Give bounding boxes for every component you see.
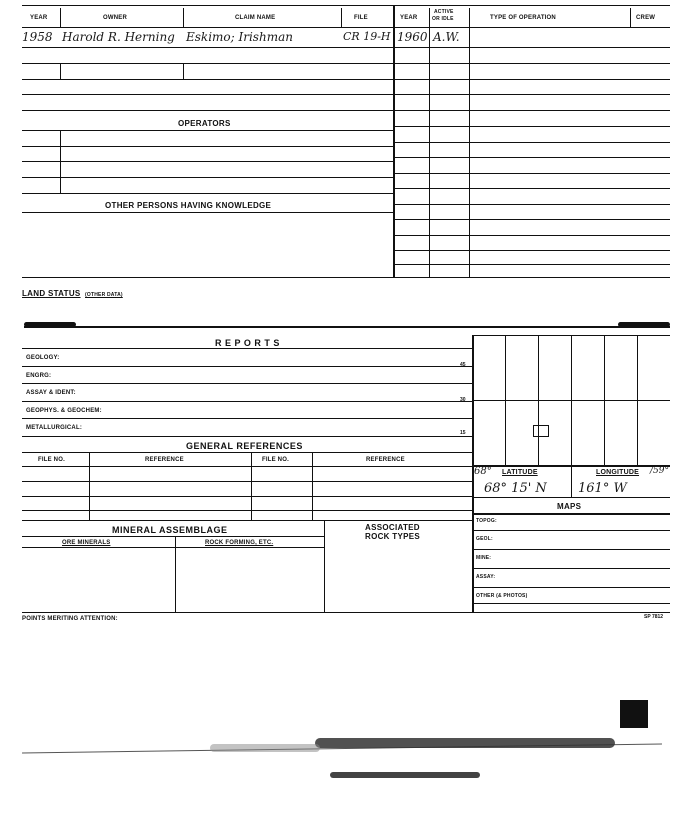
rule — [22, 348, 472, 349]
rule — [472, 587, 670, 588]
rule — [395, 126, 670, 127]
rule — [22, 110, 394, 111]
rule — [22, 79, 394, 80]
rule — [22, 547, 324, 548]
lon-suffix: /59° — [650, 466, 669, 476]
map-mine: MINE: — [476, 555, 492, 561]
rule — [22, 277, 670, 278]
rule — [22, 536, 324, 537]
rule — [22, 212, 394, 213]
rule — [472, 568, 670, 569]
rule — [24, 326, 670, 328]
map-topog: TOPOG: — [476, 518, 497, 524]
rule — [341, 8, 342, 27]
rule — [395, 142, 670, 143]
latitude-label: LATITUDE — [502, 469, 538, 476]
longitude-label: LONGITUDE — [596, 469, 640, 476]
rule — [395, 250, 670, 251]
rule — [472, 513, 670, 515]
scan-blot — [620, 700, 648, 728]
rule — [22, 5, 670, 6]
entry-claim-name: Eskimo; Irishman — [186, 30, 293, 44]
rule — [472, 497, 670, 498]
col-idle-header: OR IDLE — [432, 16, 454, 22]
land-status-note: (OTHER DATA) — [85, 292, 123, 298]
general-references-title: GENERAL REFERENCES — [186, 441, 303, 451]
report-geophys: GEOPHYS. & GEOCHEM: — [26, 408, 102, 414]
rule — [395, 79, 670, 80]
rule — [22, 193, 394, 194]
col-year-header: YEAR — [30, 15, 48, 21]
report-assay: ASSAY & IDENT: — [26, 390, 76, 396]
longitude-value: 161° W — [578, 481, 627, 496]
col-reference: REFERENCE — [145, 457, 184, 463]
rule — [395, 188, 670, 189]
map-geol: GEOL: — [476, 536, 493, 542]
rule — [571, 465, 572, 497]
rule — [395, 264, 670, 265]
rule — [22, 47, 670, 48]
rule — [22, 63, 394, 64]
scan-smear — [330, 772, 480, 778]
rule — [22, 146, 394, 147]
rule — [22, 436, 472, 437]
land-status — [22, 283, 123, 301]
report-metallurgical-num: 15 — [460, 430, 466, 436]
col-file-no: FILE NO. — [38, 457, 65, 463]
rule — [89, 452, 90, 520]
report-engrg: ENGRG: — [26, 373, 52, 379]
operators-label: OPERATORS — [178, 119, 231, 128]
rule — [395, 157, 670, 158]
land-status-label: LAND STATUS — [22, 289, 81, 298]
rule — [472, 603, 670, 604]
rule — [22, 161, 394, 162]
scan-smear — [210, 744, 320, 752]
col-file-header: FILE — [354, 15, 368, 21]
report-assay-num: 30 — [460, 397, 466, 403]
entry-file: CR 19-H — [343, 30, 391, 43]
rule — [22, 418, 472, 419]
rule — [395, 94, 670, 95]
rule — [251, 452, 252, 520]
form-code: SP 7812 — [644, 614, 664, 620]
col-crew-header: CREW — [636, 15, 656, 21]
rock-types-label: ROCK TYPES — [365, 532, 421, 541]
latitude-value: 68° 15' N — [484, 481, 547, 496]
rule — [472, 549, 670, 550]
rule — [472, 530, 670, 531]
maps-title: MAPS — [557, 502, 582, 511]
other-persons-label: OTHER PERSONS HAVING KNOWLEDGE — [105, 201, 272, 210]
mineral-title: MINERAL ASSEMBLAGE — [112, 525, 228, 535]
rule — [395, 110, 670, 111]
points-meriting-attention-label: POINTS MERITING ATTENTION: — [22, 616, 118, 622]
entry-owner: Harold R. Herning — [62, 30, 175, 44]
rule — [60, 63, 61, 79]
rule — [22, 177, 394, 178]
rule — [395, 204, 670, 205]
rule — [183, 63, 184, 79]
col-active-header: ACTIVE — [434, 9, 454, 15]
rule — [60, 130, 61, 193]
scan-smear — [315, 738, 615, 748]
location-marker — [533, 425, 549, 437]
entry-year2: 1960 — [397, 30, 428, 44]
rule — [395, 219, 670, 220]
rule — [22, 27, 670, 28]
rule — [312, 452, 313, 520]
col-year2-header: YEAR — [400, 15, 418, 21]
rule — [22, 520, 472, 521]
rule — [324, 520, 325, 612]
rule — [22, 366, 472, 367]
report-geology: GEOLOGY: — [26, 355, 60, 361]
map-assay: ASSAY: — [476, 574, 496, 580]
col-type-header: TYPE OF OPERATION — [490, 15, 556, 21]
map-other: OTHER (& PHOTOS) — [476, 593, 528, 599]
entry-year: 1958 — [22, 30, 53, 44]
rule — [22, 130, 394, 131]
col-rock-forming: ROCK FORMING, ETC. — [205, 540, 274, 546]
rule — [630, 8, 631, 27]
report-geology-num: 45 — [460, 362, 466, 368]
rule — [22, 401, 472, 402]
rule — [395, 63, 670, 64]
rule — [22, 612, 670, 613]
rule — [183, 8, 184, 27]
lat-prefix: 68° — [474, 466, 492, 477]
col-file-no-2: FILE NO. — [262, 457, 289, 463]
rule — [175, 536, 176, 612]
rule — [472, 400, 670, 401]
associated-label: ASSOCIATED — [365, 523, 420, 532]
rule — [22, 383, 472, 384]
col-ore-minerals: ORE MINERALS — [62, 540, 111, 546]
col-owner-header: OWNER — [103, 15, 127, 21]
reports-title: R E P O R T S — [215, 338, 280, 348]
report-metallurgical: METALLURGICAL: — [26, 425, 83, 431]
rule — [60, 8, 61, 27]
rule — [22, 94, 394, 95]
entry-status: A.W. — [433, 30, 460, 44]
rule — [395, 235, 670, 236]
rule — [395, 173, 670, 174]
col-reference-2: REFERENCE — [366, 457, 405, 463]
col-claim-name-header: CLAIM NAME — [235, 15, 276, 21]
